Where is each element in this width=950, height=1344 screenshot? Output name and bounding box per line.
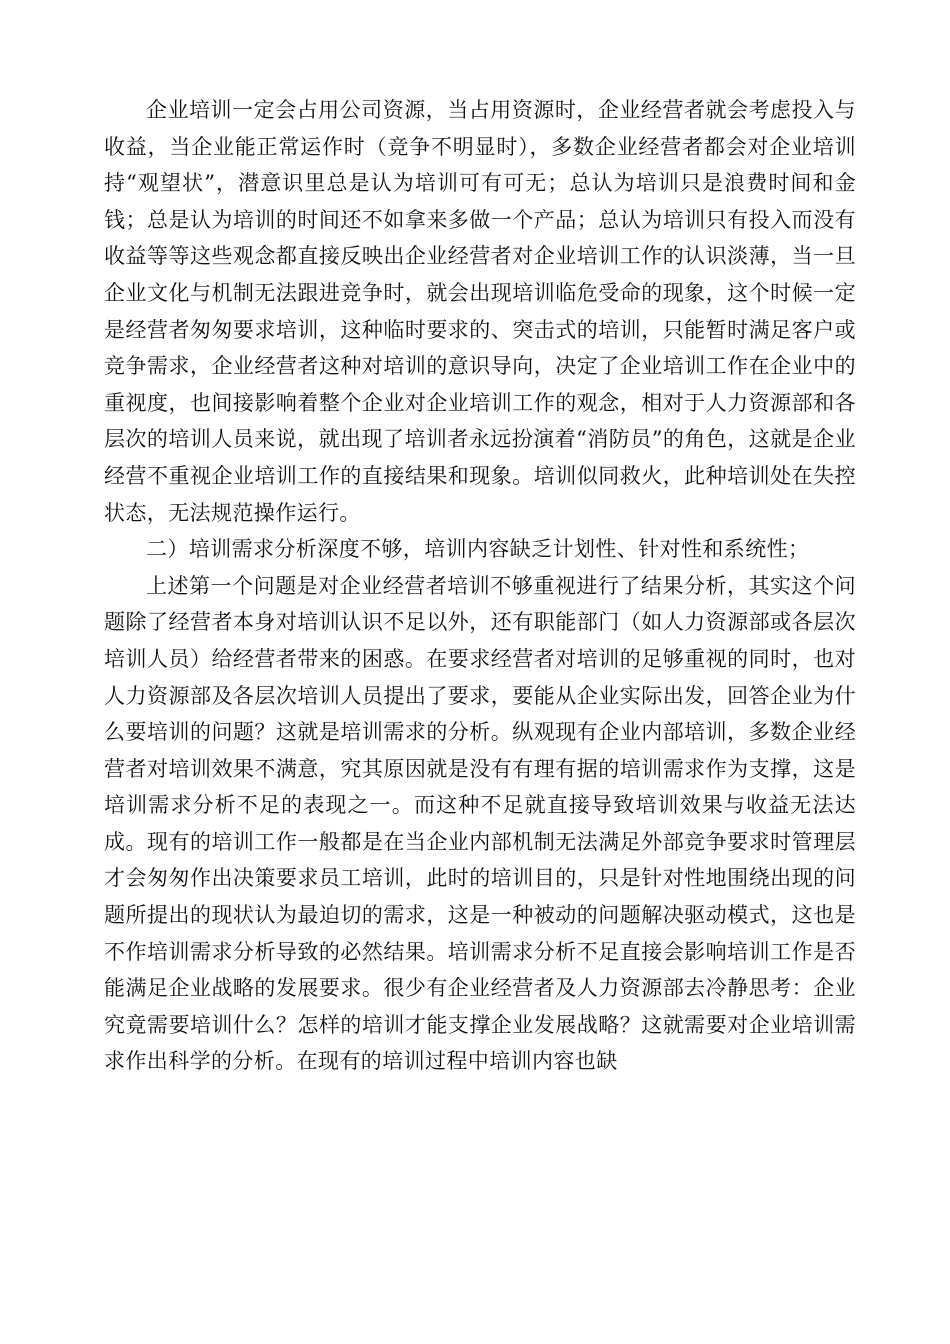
paragraph-investment-awareness: 企业培训一定会占用公司资源，当占用资源时，企业经营者就会考虑投入与收益，当企业能正常运作时（竞争不明显时），多数企业经营者都会对企业培训持“观望状”，潜意识里总是认为培训可有可无；总认为培训只是浪费时间和金钱；总是认为培训的时间还不如拿来多做一个产品；总认为培训只有投入而没有收益等等这些观念都直接反映出企业经营者对企业培训工作的认识淡薄，当一旦企业文化与机制无法跟进竞争时，就会出现培训临危受命的现象，这个时候一定是经营者匆匆要求培训，这种临时要求的、突击式的培训，只能暂时满足客户或竞争需求，企业经营者这种对培训的意识导向，决定了企业培训工作在企业中的重视度，也间接影响着整个企业对企业培训工作的观念，相对于人力资源部和各层次的培训人员来说，就出现了培训者永远扮演着“消防员”的角色，这就是企业经营不重视企业培训工作的直接结果和现象。培训似同救火，此种培训处在失控状态，无法规范操作运行。 xyxy=(104,98,856,525)
paragraph-needs-analysis: 上述第一个问题是对企业经营者培训不够重视进行了结果分析，其实这个问题除了经营者本身对培训认识不足以外，还有职能部门（如人力资源部或各层次培训人员）给经营者带来的困惑。在要求经营者对培训的足够重视的同时，也对人力资源部及各层次培训人员提出了要求，要能从企业实际出发，回答企业为什么要培训的问题？这就是培训需求的分析。纵观现有企业内部培训，多数企业经营者对培训效果不满意，究其原因就是没有有理有据的培训需求作为支撑，这是培训需求分析不足的表现之一。而这种不足就直接导致培训效果与收益无法达成。现有的培训工作一般都是在当企业内部机制无法满足外部竞争要求时管理层才会匆匆作出决策要求员工培训，此时的培训目的，只是针对性地围绕出现的问题所提出的现状认为最迫切的需求，这是一种被动的问题解决驱动模式，这也是不作培训需求分析导致的必然结果。培训需求分析不足直接会影响培训工作是否能满足企业战略的发展要求。很少有企业经营者及人力资源部去冷静思考：企业究竟需要培训什么？怎样的培训才能支撑企业发展战略？这就需要对企业培训需求作出科学的分析。在现有的培训过程中培训内容也缺 xyxy=(104,573,856,1074)
document-page xyxy=(104,92,856,1080)
section-heading-needs-analysis: 二）培训需求分析深度不够，培训内容缺乏计划性、针对性和系统性； xyxy=(146,537,810,562)
